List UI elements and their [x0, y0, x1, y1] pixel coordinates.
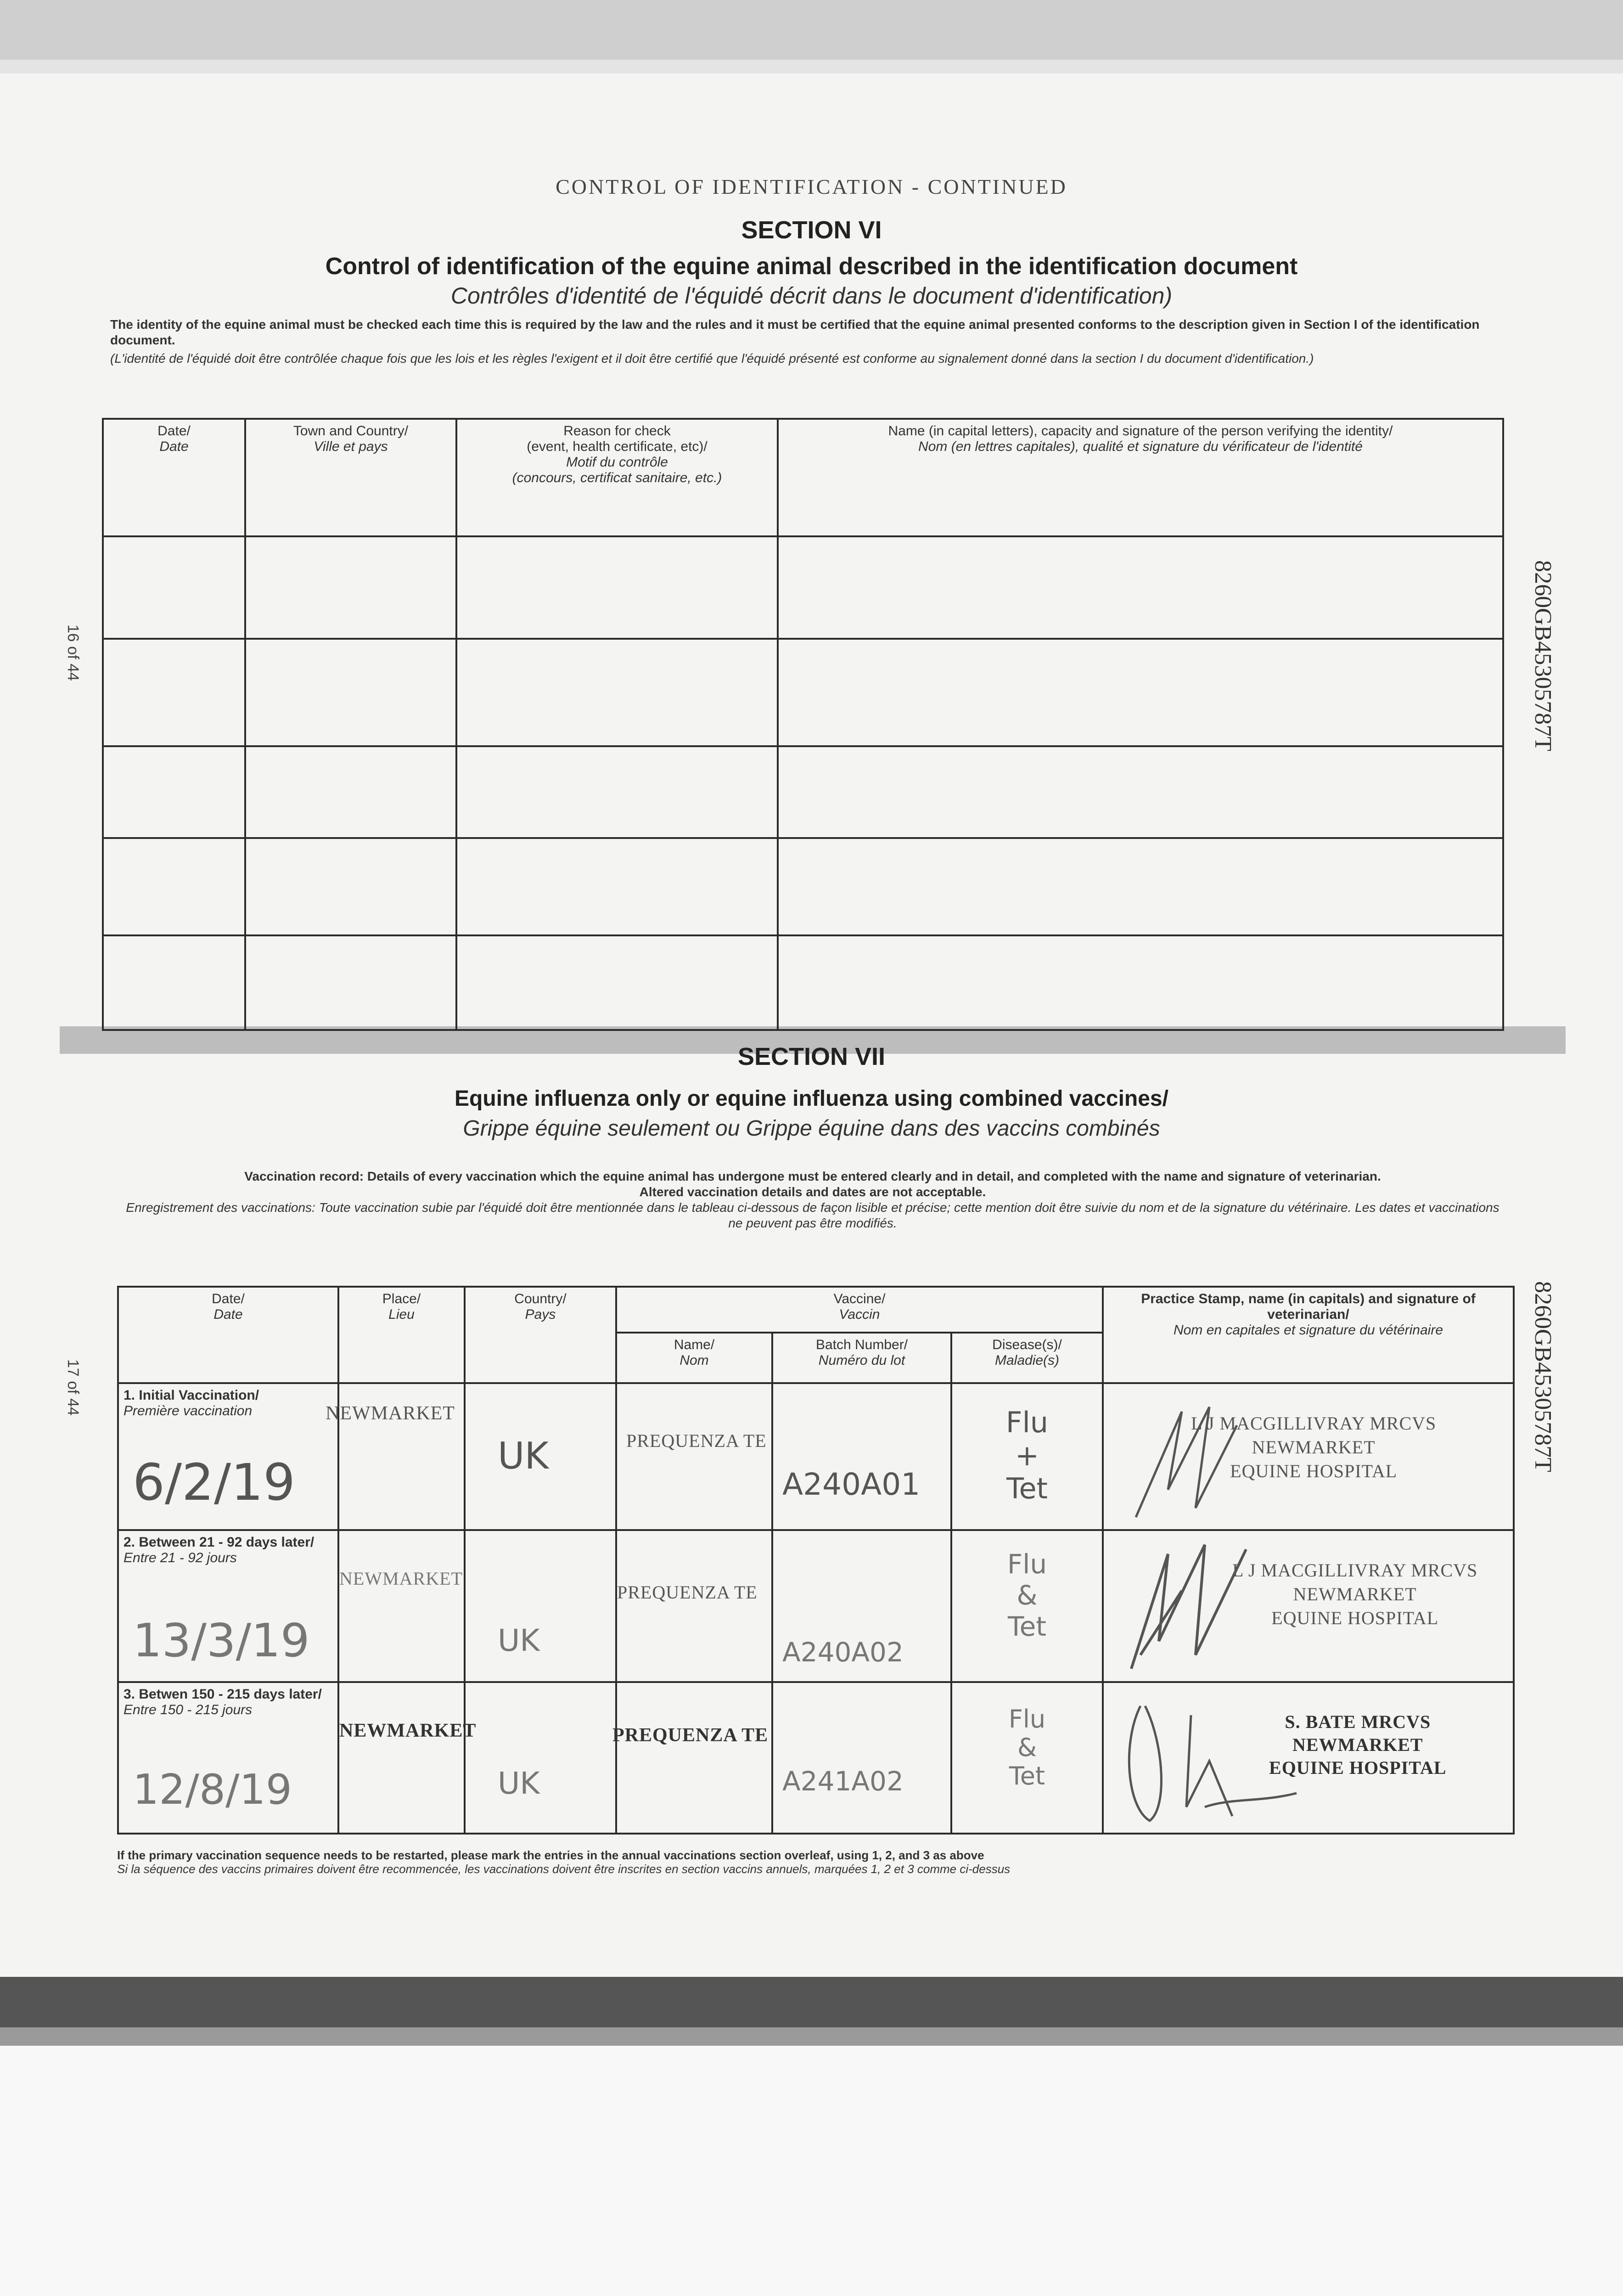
check-row-3-verifier — [778, 746, 1503, 838]
bottom-scan-band — [0, 1977, 1623, 2027]
vacc-row-1-disease-cell — [951, 1383, 1103, 1530]
col-date-header — [103, 419, 245, 536]
check-row-2-verifier — [778, 639, 1503, 746]
vacc-row-3-date-cell — [118, 1682, 338, 1834]
col-reason-header — [456, 419, 778, 536]
vacc-row-2-stamp-line3: EQUINE HOSPITAL — [1271, 1608, 1439, 1629]
vacc-row-2-disease — [957, 1548, 1097, 1642]
vacc-row-3-country-cell — [465, 1682, 616, 1834]
check-row-5-town — [245, 935, 456, 1030]
page-number-16: 16 of 44 — [64, 625, 82, 681]
col-town-fr: Ville et pays — [314, 439, 388, 454]
vacc-row-2-batch: A240A02 — [782, 1637, 904, 1668]
section7-title: SECTION VII — [737, 1043, 886, 1070]
check-row-2-reason — [456, 639, 778, 746]
section6-instructions-fr: (L'identité de l'équidé doit être contrôlée chaque fois que les lois et les règles l'exigent et il doit être certifié que l'équidé présenté est conforme au signalement donné dans la section I du document d'identification.) — [110, 351, 1314, 366]
section7-instructions-en1: Vaccination record: Details of every vaccination which the equine animal has undergone must be entered clearly and in detail, and completed with the name and signature of veterinarian. — [244, 1169, 1381, 1183]
section7-footer-fr: Si la séquence des vaccins primaires doivent être recommencée, les vaccinations doivent être inscrites en section vaccins annuels, marquées 1, 2 et 3 comme ci-dessus — [117, 1862, 1011, 1876]
section7-instructions-fr: Enregistrement des vaccinations: Toute vaccination subie par l'équidé doit être mentionnée dans le tableau ci-dessous de façon lisible et précise; cette mention doit être suivie du nom et de la signature du vétérinaire. Les dates et vaccinations ne peuvent pas être modifiés. — [126, 1200, 1499, 1230]
check-row-5-reason — [456, 935, 778, 1030]
vacc-row-2-stamp-line2: NEWMARKET — [1293, 1584, 1417, 1605]
check-row-4-date — [103, 838, 245, 935]
vacc-row-1-stamp-cell — [1103, 1383, 1514, 1530]
vacc-row-2-place-cell — [338, 1530, 465, 1682]
check-row-4-verifier — [778, 838, 1503, 935]
vacc-col-vaccine-fr: Vaccin — [839, 1307, 880, 1322]
vacc-row-3-disease-1: Flu — [1008, 1704, 1046, 1733]
vacc-row-2-country-cell — [465, 1530, 616, 1682]
vacc-col-batch-header — [772, 1333, 951, 1383]
vacc-row-1-stamp-line2: NEWMARKET — [1252, 1437, 1376, 1458]
col-reason-fr2: (concours, certificat sanitaire, etc.) — [512, 470, 722, 485]
vacc-row-1-label: 1. Initial Vaccination/ — [124, 1388, 259, 1403]
section7-footer-en: If the primary vaccination sequence needs to be restarted, please mark the entries in the annual vaccinations section overleaf, using 1, 2, and 3 as above — [117, 1848, 984, 1862]
vacc-col-place-fr: Lieu — [388, 1307, 415, 1322]
col-reason-en2: (event, health certificate, etc)/ — [527, 439, 708, 454]
section6-banner: CONTROL OF IDENTIFICATION - CONTINUED — [556, 175, 1067, 198]
vacc-row-2-vaccine-cell — [616, 1530, 772, 1682]
vacc-row-2-date: 13/3/19 — [133, 1614, 310, 1668]
vacc-row-1-country: UK — [498, 1435, 549, 1478]
check-row-1-reason — [456, 536, 778, 639]
vacc-col-country-header — [465, 1287, 616, 1383]
vacc-col-date-header — [118, 1287, 338, 1383]
check-row-1-date — [103, 536, 245, 639]
check-row-3-date — [103, 746, 245, 838]
vacc-row-2-stamp-line1: L J MACGILLIVRAY MRCVS — [1232, 1560, 1478, 1581]
section6-heading-en: Control of identification of the equine animal described in the identification document — [325, 253, 1298, 280]
vacc-col-date-en: Date/ — [212, 1291, 245, 1306]
vacc-row-2-disease-1: Flu — [1007, 1548, 1047, 1580]
col-reason-en: Reason for check — [563, 423, 671, 439]
vacc-col-disease-header — [951, 1333, 1103, 1383]
vacc-row-1-batch: A240A01 — [782, 1467, 921, 1503]
check-row-3-reason — [456, 746, 778, 838]
vacc-row-3-disease-cell — [951, 1682, 1103, 1834]
vacc-row-1-disease-1: Flu — [1005, 1406, 1049, 1440]
vacc-row-1-place: NEWMARKET — [326, 1403, 455, 1424]
vacc-row-1-country-cell — [465, 1383, 616, 1530]
col-verifier-fr: Nom (en lettres capitales), qualité et signature du vérificateur de l'identité — [918, 439, 1363, 454]
vacc-row-1-vaccine: PREQUENZA TE — [626, 1430, 767, 1452]
vacc-row-3-disease-3: Tet — [1009, 1761, 1045, 1790]
check-row-2-town — [245, 639, 456, 746]
col-date-en: Date/ — [157, 423, 191, 439]
vaccination-table — [117, 1286, 1515, 1835]
col-town-en: Town and Country/ — [293, 423, 409, 439]
check-row-3-town — [245, 746, 456, 838]
vacc-row-3-place: NEWMARKET — [339, 1720, 477, 1741]
check-row-4-reason — [456, 838, 778, 935]
col-verifier-en: Name (in capital letters), capacity and signature of the person verifying the identity/ — [888, 423, 1393, 439]
vacc-col-date-fr: Date — [213, 1307, 243, 1322]
blank-lower-area — [0, 2046, 1623, 2296]
vacc-col-name-en: Name/ — [674, 1337, 715, 1353]
vaccination-row-3 — [118, 1682, 1514, 1834]
vacc-col-disease-en: Disease(s)/ — [992, 1337, 1062, 1353]
vacc-row-3-stamp-line2: NEWMARKET — [1292, 1734, 1423, 1755]
section7-instructions-en2: Altered vaccination details and dates are not acceptable. — [639, 1185, 986, 1199]
vacc-col-name-header — [616, 1333, 772, 1383]
side-code-lower: 8260GB45305787T — [1530, 1281, 1556, 1472]
vacc-row-3-place-cell — [338, 1682, 477, 1834]
vacc-row-2-vaccine: PREQUENZA TE — [617, 1582, 758, 1603]
vacc-row-2-disease-cell — [951, 1530, 1103, 1682]
vacc-row-3-stamp-line1: S. BATE MRCVS — [1285, 1711, 1431, 1732]
vacc-row-1-batch-cell — [772, 1383, 951, 1530]
vacc-row-3-stamp-line3: EQUINE HOSPITAL — [1269, 1757, 1447, 1778]
vacc-row-3-disease — [957, 1705, 1097, 1790]
vacc-row-2-practice-stamp — [1232, 1559, 1477, 1630]
vacc-row-3-label-fr: Entre 150 - 215 jours — [124, 1702, 253, 1717]
vacc-row-2-label-fr: Entre 21 - 92 jours — [124, 1550, 237, 1566]
vacc-row-1-stamp-line1: L J MACGILLIVRAY MRCVS — [1191, 1413, 1437, 1434]
top-scan-band — [0, 0, 1623, 64]
vacc-row-3-disease-2: & — [1017, 1733, 1037, 1762]
top-scan-edge — [0, 60, 1623, 73]
check-row-2-date — [103, 639, 245, 746]
col-date-fr: Date — [159, 439, 189, 454]
side-code-upper: 8260GB45305787T — [1530, 560, 1556, 751]
col-town-header — [245, 419, 456, 536]
vacc-row-2-label: 2. Between 21 - 92 days later/ — [124, 1535, 314, 1550]
section6-title: SECTION VI — [741, 216, 882, 244]
col-reason-fr: Motif du contrôle — [566, 455, 668, 470]
vacc-row-3-practice-stamp — [1269, 1711, 1447, 1779]
section7-instructions — [119, 1169, 1506, 1231]
vacc-col-vaccine-header — [616, 1287, 1103, 1333]
vacc-col-place-en: Place/ — [382, 1291, 421, 1306]
section6-instructions-en: The identity of the equine animal must be checked each time this is required by the law and the rules and it must be certified that the equine animal presented conforms to the description given in Section I of the identification document. — [110, 317, 1480, 347]
vacc-col-disease-fr: Maladie(s) — [994, 1353, 1060, 1368]
vacc-row-2-place: NEWMARKET — [339, 1568, 463, 1589]
vacc-row-1-stamp-line3: EQUINE HOSPITAL — [1230, 1461, 1398, 1482]
vacc-row-1-date: 6/2/19 — [133, 1453, 296, 1512]
vacc-row-2-date-cell — [118, 1530, 338, 1682]
vacc-row-3-vaccine-cell — [612, 1682, 772, 1834]
vacc-row-3-batch: A241A02 — [782, 1765, 904, 1797]
vacc-row-3-label: 3. Betwen 150 - 215 days later/ — [124, 1686, 322, 1702]
vacc-row-1-practice-stamp — [1191, 1412, 1436, 1483]
vacc-col-name-fr: Nom — [680, 1353, 709, 1368]
vacc-col-vaccine-en: Vaccine/ — [833, 1291, 886, 1306]
check-row-1-town — [245, 536, 456, 639]
vacc-row-1-label-fr: Première vaccination — [124, 1403, 253, 1419]
vacc-col-stamp-en: Practice Stamp, name (in capitals) and signature of veterinarian/ — [1141, 1291, 1476, 1322]
vacc-col-batch-en: Batch Number/ — [815, 1337, 908, 1353]
vacc-col-place-header — [338, 1287, 465, 1383]
page-number-17: 17 of 44 — [64, 1359, 82, 1416]
section7-heading-en: Equine influenza only or equine influenza using combined vaccines/ — [455, 1086, 1168, 1111]
vacc-row-1-disease — [957, 1406, 1097, 1505]
col-verifier-header — [778, 419, 1503, 536]
identification-checks-table — [102, 418, 1504, 1031]
vacc-row-2-disease-2: & — [1016, 1580, 1038, 1611]
vacc-row-3-vaccine: PREQUENZA TE — [612, 1724, 769, 1746]
section7-heading-fr: Grippe équine seulement ou Grippe équine dans des vaccins combinés — [463, 1116, 1160, 1141]
section6-instructions — [110, 317, 1511, 366]
bottom-scan-band-light — [0, 2027, 1623, 2046]
vacc-col-stamp-header — [1103, 1287, 1514, 1383]
vacc-col-batch-fr: Numéro du lot — [818, 1353, 905, 1368]
vacc-col-country-fr: Pays — [525, 1307, 556, 1322]
vacc-row-2-batch-cell — [772, 1530, 951, 1682]
vacc-row-2-disease-3: Tet — [1008, 1611, 1046, 1643]
vacc-row-3-batch-cell — [772, 1682, 951, 1834]
vaccination-row-1 — [118, 1383, 1514, 1530]
vacc-row-1-date-cell — [118, 1383, 338, 1530]
vaccination-row-2 — [118, 1530, 1514, 1682]
vacc-row-2-stamp-cell — [1103, 1530, 1514, 1682]
check-row-5-date — [103, 935, 245, 1030]
vacc-col-country-en: Country/ — [514, 1291, 567, 1306]
section7-footer — [117, 1848, 1494, 1876]
vacc-row-3-date: 12/8/19 — [133, 1765, 292, 1814]
vacc-col-stamp-fr: Nom en capitales et signature du vétérinaire — [1174, 1322, 1443, 1338]
vacc-row-3-country: UK — [498, 1765, 540, 1801]
check-row-1-verifier — [778, 536, 1503, 639]
check-row-5-verifier — [778, 935, 1503, 1030]
vacc-row-2-country: UK — [498, 1623, 540, 1659]
vacc-row-1-place-cell — [326, 1383, 465, 1530]
vacc-row-1-vaccine-cell — [616, 1383, 772, 1530]
section6-heading-fr: Contrôles d'identité de l'équidé décrit dans le document d'identification) — [450, 283, 1173, 309]
vacc-row-3-stamp-cell — [1103, 1682, 1514, 1834]
vacc-row-1-disease-2: + — [1015, 1439, 1039, 1473]
check-row-4-town — [245, 838, 456, 935]
vacc-row-1-disease-3: Tet — [1006, 1472, 1048, 1506]
